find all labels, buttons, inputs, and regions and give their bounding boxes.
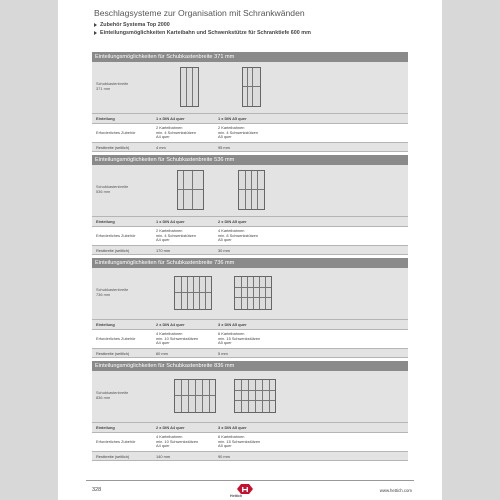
width-label-text: Schubkastenbreite bbox=[96, 287, 129, 292]
section-title: Einteilungsmöglichkeiten für Schubkastenbreite 736 mm bbox=[92, 258, 408, 268]
cell-line: 4 Karteibahnen bbox=[156, 434, 183, 439]
cell-line: min. 10 Schwenkstützen bbox=[156, 335, 199, 341]
table-row-restbreite bbox=[92, 142, 408, 152]
drawer-a5-illustration bbox=[234, 276, 272, 310]
cell-line: A5 quer bbox=[218, 237, 232, 243]
cell-line: min. 4 Schwenkstützen bbox=[218, 129, 259, 135]
cell: 30 mm bbox=[218, 248, 230, 253]
table-row-zubehoer bbox=[92, 329, 408, 348]
cell: 90 mm bbox=[218, 454, 230, 459]
cell bbox=[156, 435, 198, 449]
cell-line: A4 quer bbox=[156, 134, 170, 140]
width-label-value: 736 mm bbox=[96, 292, 111, 297]
cell-line: A5 quer bbox=[218, 340, 232, 346]
width-label-value: 371 mm bbox=[96, 86, 111, 91]
cell-line: A4 quer bbox=[156, 443, 170, 449]
cell: Erforderliches Zubehör bbox=[96, 439, 136, 444]
width-label bbox=[96, 184, 128, 194]
drawer-a5-illustration bbox=[242, 67, 261, 107]
illustration-row bbox=[92, 268, 408, 319]
illustration-row bbox=[92, 371, 408, 422]
cell-line: 6 Karteibahnen bbox=[218, 434, 245, 439]
subtitle-2-text: Einteilungsmöglichkeiten Karteibahn und Schwenkstütze für Schranktiefe 600 mm bbox=[100, 30, 311, 36]
cell: 1 x DIN A4 quer bbox=[156, 116, 185, 121]
cell-line: A4 quer bbox=[156, 340, 170, 346]
cell: Restbreite (seitlich) bbox=[96, 454, 130, 459]
cell-line: min. 4 Schwenkstützen bbox=[156, 129, 197, 135]
cell-line: min. 15 Schwenkstützen bbox=[218, 335, 261, 341]
drawer-a4-illustration bbox=[177, 170, 204, 210]
cell-line: A5 quer bbox=[218, 443, 232, 449]
website-link[interactable]: www.hettich.com bbox=[379, 488, 412, 493]
cell bbox=[218, 126, 258, 140]
cell: 2 x DIN A4 quer bbox=[156, 322, 185, 327]
subtitle-line-2 bbox=[94, 30, 311, 36]
cell: 60 mm bbox=[156, 351, 168, 356]
width-label bbox=[96, 390, 128, 400]
cell bbox=[218, 229, 258, 243]
cell-line: min. 8 Schwenkstützen bbox=[218, 232, 259, 238]
cell: Einteilung bbox=[96, 425, 115, 430]
width-label-value: 836 mm bbox=[96, 395, 111, 400]
width-label-value: 536 mm bbox=[96, 189, 111, 194]
drawer-a4-illustration bbox=[180, 67, 199, 107]
cell: Restbreite (seitlich) bbox=[96, 248, 130, 253]
cell: 5 mm bbox=[218, 351, 228, 356]
width-label bbox=[96, 287, 128, 297]
drawer-a5-illustration bbox=[238, 170, 265, 210]
cell bbox=[218, 435, 260, 449]
cell: Erforderliches Zubehör bbox=[96, 130, 136, 135]
cell: 140 mm bbox=[156, 454, 171, 459]
catalog-page bbox=[58, 0, 442, 500]
page-number: 328 bbox=[92, 487, 102, 493]
illustration-row bbox=[92, 165, 408, 216]
width-label-text: Schubkastenbreite bbox=[96, 81, 129, 86]
subtitle-line-1 bbox=[94, 22, 170, 28]
cell: 170 mm bbox=[156, 248, 171, 253]
table-row-einteilung bbox=[92, 319, 408, 329]
cell-line: A5 quer bbox=[218, 134, 232, 140]
cell: Einteilung bbox=[96, 322, 115, 327]
cell: 1 x DIN A5 quer bbox=[218, 116, 247, 121]
triangle-bullet-icon bbox=[94, 31, 97, 35]
cell: 3 x DIN A5 quer bbox=[218, 425, 247, 430]
cell: 95 mm bbox=[218, 145, 230, 150]
brand-name: Hettich bbox=[230, 494, 243, 498]
table-row-einteilung bbox=[92, 113, 408, 123]
subtitle-1-text: Zubehör Systema Top 2000 bbox=[100, 22, 170, 28]
section-title: Einteilungsmöglichkeiten für Schubkastenbreite 536 mm bbox=[92, 155, 408, 165]
section-836 bbox=[92, 361, 408, 461]
cell bbox=[156, 332, 198, 346]
cell-line: min. 15 Schwenkstützen bbox=[218, 438, 261, 444]
cell-line: 2 Karteibahnen bbox=[218, 125, 245, 130]
table-row-restbreite bbox=[92, 245, 408, 255]
table-row-zubehoer bbox=[92, 432, 408, 451]
cell-line: 2 Karteibahnen bbox=[156, 228, 183, 233]
footer-divider bbox=[86, 480, 414, 481]
cell: 4 mm bbox=[156, 145, 166, 150]
cell: 2 x DIN A5 quer bbox=[218, 219, 247, 224]
illustration-row bbox=[92, 62, 408, 113]
cell-line: A4 quer bbox=[156, 237, 170, 243]
cell-line: 4 Karteibahnen bbox=[218, 228, 245, 233]
table-row-einteilung bbox=[92, 422, 408, 432]
cell bbox=[218, 332, 260, 346]
section-371 bbox=[92, 52, 408, 152]
table-row-restbreite bbox=[92, 348, 408, 358]
cell-line: 4 Karteibahnen bbox=[156, 331, 183, 336]
cell: Erforderliches Zubehör bbox=[96, 336, 136, 341]
drawer-a5-illustration bbox=[234, 379, 276, 413]
cell: 3 x DIN A5 quer bbox=[218, 322, 247, 327]
cell: Restbreite (seitlich) bbox=[96, 145, 130, 150]
drawer-a4-illustration bbox=[174, 379, 216, 413]
table-row-zubehoer bbox=[92, 123, 408, 142]
cell: Einteilung bbox=[96, 219, 115, 224]
table-row-restbreite bbox=[92, 451, 408, 461]
cell-line: min. 10 Schwenkstützen bbox=[156, 438, 199, 444]
section-536 bbox=[92, 155, 408, 255]
width-label-text: Schubkastenbreite bbox=[96, 184, 129, 189]
cell: Erforderliches Zubehör bbox=[96, 233, 136, 238]
section-title: Einteilungsmöglichkeiten für Schubkastenbreite 836 mm bbox=[92, 361, 408, 371]
table-row-einteilung bbox=[92, 216, 408, 226]
cell bbox=[156, 126, 196, 140]
section-title: Einteilungsmöglichkeiten für Schubkastenbreite 371 mm bbox=[92, 52, 408, 62]
cell: 2 x DIN A4 quer bbox=[156, 425, 185, 430]
cell-line: 6 Karteibahnen bbox=[218, 331, 245, 336]
width-label-text: Schubkastenbreite bbox=[96, 390, 129, 395]
cell-line: min. 4 Schwenkstützen bbox=[156, 232, 197, 238]
cell: 1 x DIN A4 quer bbox=[156, 219, 185, 224]
cell: Restbreite (seitlich) bbox=[96, 351, 130, 356]
page-title: Beschlagsysteme zur Organisation mit Schrankwänden bbox=[94, 8, 305, 18]
triangle-bullet-icon bbox=[94, 23, 97, 27]
section-736 bbox=[92, 258, 408, 358]
cell-line: 2 Karteibahnen bbox=[156, 125, 183, 130]
width-label bbox=[96, 81, 128, 91]
table-row-zubehoer bbox=[92, 226, 408, 245]
cell: Einteilung bbox=[96, 116, 115, 121]
cell bbox=[156, 229, 196, 243]
drawer-a4-illustration bbox=[174, 276, 212, 310]
